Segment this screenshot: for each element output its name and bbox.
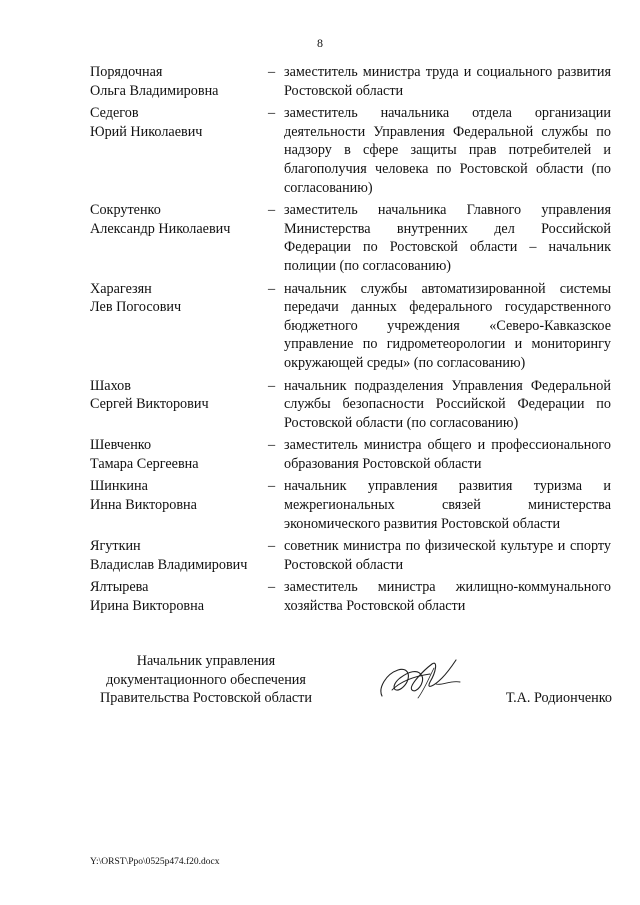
member-given-names: Инна Викторовна <box>90 497 197 514</box>
member-given-names: Юрий Николаевич <box>90 123 203 140</box>
file-path-footer: Y:\ORST\Ppo\0525p474.f20.docx <box>90 857 220 867</box>
member-role: заместитель министра жилищно-коммунального хозяйства Ростовской области <box>284 579 611 615</box>
member-name <box>90 477 268 533</box>
member-row <box>90 280 611 373</box>
member-dash: – <box>268 202 276 219</box>
member-dash: – <box>268 478 276 495</box>
member-role: начальник управления развития туризма и межрегиональных связей министерства экономического развития Ростовской области <box>284 478 611 532</box>
member-given-names: Сергей Викторович <box>90 396 209 413</box>
member-name <box>90 280 268 373</box>
member-role: начальник службы автоматизированной системы передачи данных федерального государственного бюджетного учреждения «Северо-Кавказское управление по гидрометеорологии и мониторингу окружающей среды» (по согласованию) <box>284 280 611 371</box>
member-surname: Шевченко <box>90 437 152 454</box>
member-name <box>90 104 268 197</box>
member-given-names: Александр Николаевич <box>90 220 231 237</box>
member-row <box>90 377 611 433</box>
member-surname: Сокрутенко <box>90 202 161 219</box>
member-surname: Порядочная <box>90 64 163 80</box>
member-name <box>90 201 268 275</box>
member-dash: – <box>268 105 276 122</box>
member-role: заместитель министра общего и профессионального образования Ростовской области <box>284 437 611 472</box>
member-row <box>90 104 611 197</box>
signature-block <box>92 652 612 712</box>
member-dash: – <box>268 64 276 80</box>
signatory-title <box>92 652 320 708</box>
signatory-title-line: документационного обеспечения <box>106 671 306 688</box>
member-surname: Шахов <box>90 377 131 394</box>
member-role: советник министра по физической культуре и спорту Ростовской области <box>284 538 611 573</box>
handwritten-signature <box>372 650 468 708</box>
member-given-names: Ольга Владимировна <box>90 82 219 99</box>
member-row <box>90 537 611 574</box>
member-dash: – <box>268 280 276 297</box>
member-name <box>90 436 268 473</box>
member-name <box>90 578 268 615</box>
member-row <box>90 436 611 473</box>
member-dash: – <box>268 579 276 596</box>
member-given-names: Владислав Владимирович <box>90 556 248 573</box>
member-row <box>90 477 611 533</box>
page-number: 8 <box>317 36 323 50</box>
member-role: заместитель начальника отдела организации деятельности Управления Федеральной службы по надзору в сфере защиты прав потребителей и благополучия человека по Ростовской области (по согласованию) <box>284 105 611 196</box>
member-row <box>90 63 611 100</box>
member-surname: Ягуткин <box>90 538 141 555</box>
member-dash: – <box>268 538 276 555</box>
member-surname: Шинкина <box>90 478 148 495</box>
signatory-title-line: Правительства Ростовской области <box>100 690 312 707</box>
member-role: заместитель министра труда и социального развития Ростовской области <box>284 64 611 99</box>
member-role: заместитель начальника Главного управления Министерства внутренних дел Российской Федерации по Ростовской области – начальник полиции (по согласованию) <box>284 202 611 274</box>
member-dash: – <box>268 437 276 454</box>
member-surname: Ялтырева <box>90 579 149 596</box>
signatory-name: Т.А. Родионченко <box>505 690 612 706</box>
member-given-names: Лев Погосович <box>90 299 182 316</box>
member-name <box>90 63 268 100</box>
member-given-names: Тамара Сергеевна <box>90 455 199 472</box>
member-role: начальник подразделения Управления Федеральной службы безопасности Российской Федерации по Ростовской области (по согласованию) <box>284 377 611 431</box>
member-given-names: Ирина Викторовна <box>90 598 205 615</box>
signatory-title-line: Начальник управления <box>136 653 276 669</box>
member-surname: Харагезян <box>90 280 152 297</box>
member-row <box>90 578 611 615</box>
member-list <box>90 63 611 620</box>
member-row <box>90 201 611 275</box>
member-dash: – <box>268 377 276 394</box>
member-surname: Седегов <box>90 105 139 122</box>
member-name <box>90 537 268 574</box>
member-name <box>90 377 268 433</box>
